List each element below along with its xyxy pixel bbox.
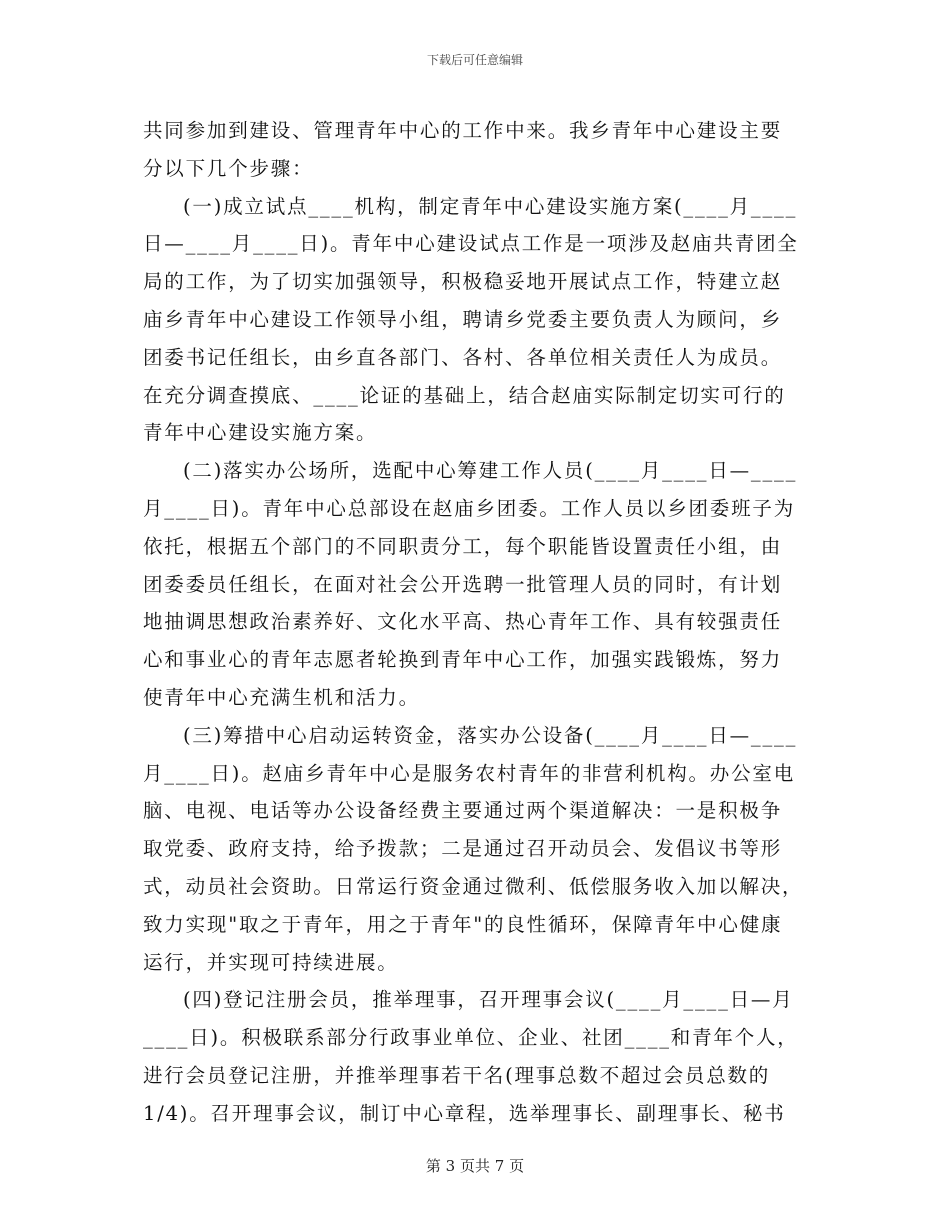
text-line: 青年中心建设实施方案。: [143, 421, 378, 445]
text-line: (一)成立试点____机构，制定青年中心建设实施方案(____月____: [183, 194, 798, 218]
text-line: 日—____月____日)。青年中心建设试点工作是一项涉及赵庙共青团全: [143, 232, 799, 256]
text-line: 在充分调查摸底、____论证的基础上，结合赵庙实际制定切实可行的: [143, 383, 786, 407]
text-line: 地抽调思想政治素养好、文化水平高、热心青年工作、具有较强责任: [143, 610, 783, 634]
text-line: 团委书记任组长，由乡直各部门、各村、各单位相关责任人为成员。: [143, 345, 783, 369]
text-line: 共同参加到建设、管理青年中心的工作中来。我乡青年中心建设主要: [143, 119, 783, 142]
text-line: 局的工作，为了切实加强领导，积极稳妥地开展试点工作，特建立赵: [143, 270, 783, 294]
text-line: 式，动员社会资助。日常运行资金通过微利、低偿服务收入加以解决，: [143, 874, 804, 898]
page-header: 下载后可任意编辑: [426, 53, 523, 67]
text-line: 庙乡青年中心建设工作领导小组，聘请乡党委主要负责人为顾问，乡: [143, 307, 783, 331]
text-line: (四)登记注册会员，推举理事，召开理事会议(____月____日—月: [183, 988, 794, 1012]
text-line: 运行，并实现可持续进展。: [143, 950, 399, 974]
text-line: 使青年中心充满生机和活力。: [143, 685, 420, 709]
text-line: 依托，根据五个部门的不同职责分工，每个职能皆设置责任小组，由: [143, 534, 783, 558]
text-line: 月____日)。青年中心总部设在赵庙乡团委。工作人员以乡团委班子为: [143, 496, 796, 520]
text-line: 致力实现"取之于青年，用之于青年"的良性循环，保障青年中心健康: [143, 912, 783, 936]
text-line: 1/4)。召开理事会议，制订中心章程，选举理事长、副理事长、秘书: [143, 1101, 786, 1125]
text-line: 团委委员任组长，在面对社会公开选聘一批管理人员的同时，有计划: [143, 572, 783, 596]
text-line: (二)落实办公场所，选配中心筹建工作人员(____月____日—____: [183, 459, 798, 483]
text-line: 取党委、政府支持，给予拨款；二是通过召开动员会、发倡议书等形: [143, 837, 783, 861]
text-line: 月____日)。赵庙乡青年中心是服务农村青年的非营利机构。办公室电: [143, 761, 796, 785]
text-line: 进行会员登记注册，并推举理事若干名(理事总数不超过会员总数的: [143, 1063, 771, 1087]
text-line: 心和事业心的青年志愿者轮换到青年中心工作，加强实践锻炼，努力: [143, 648, 783, 672]
text-line: 脑、电视、电话等办公设备经费主要通过两个渠道解决：一是积极争: [143, 799, 783, 823]
page-footer: 第 3 页共 7 页: [425, 1157, 525, 1175]
text-line: ____日)。积极联系部分行政事业单位、企业、社团____和青年个人，: [143, 1026, 799, 1050]
document-body: [143, 112, 811, 1133]
text-line: 分以下几个步骤：: [143, 156, 314, 180]
text-line: (三)筹措中心启动运转资金，落实办公设备(____月____日—____: [183, 723, 798, 747]
